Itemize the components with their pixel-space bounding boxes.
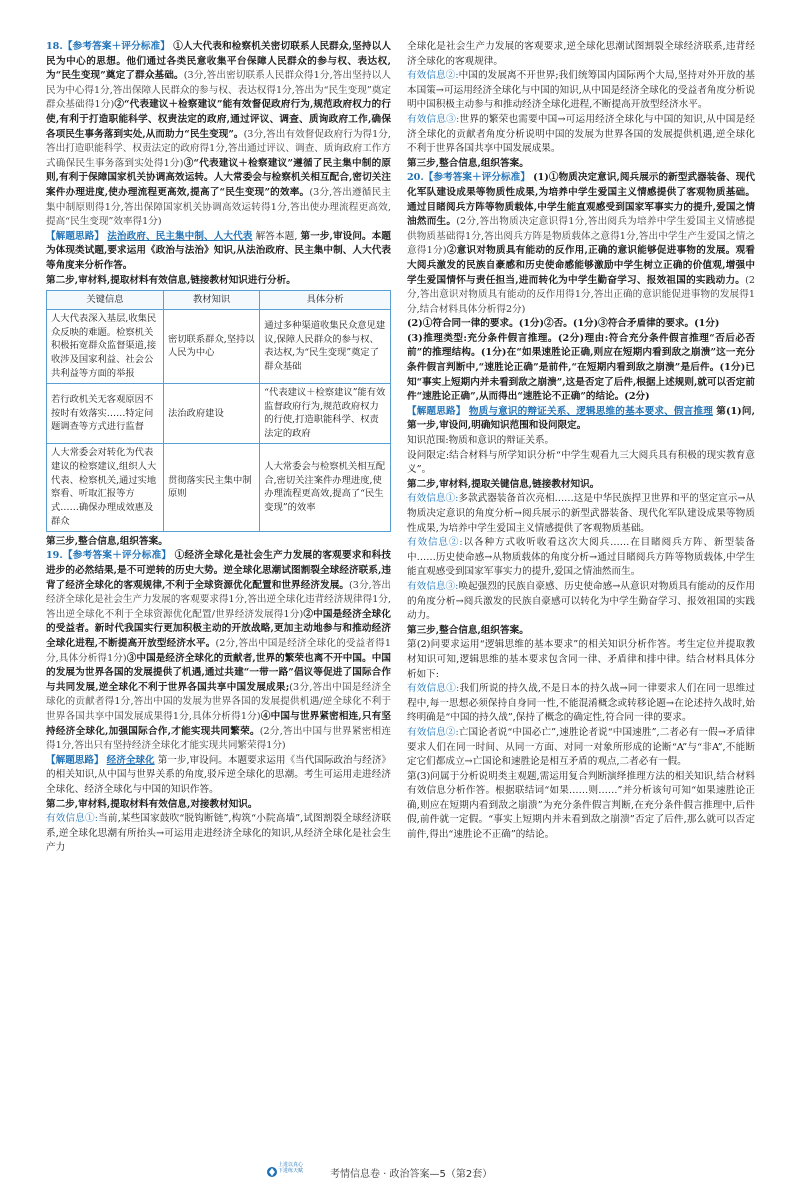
table-cell: 密切联系群众,坚持以人民为中心: [163, 309, 259, 383]
q19-hint: [46, 754, 391, 798]
table-row: [47, 309, 391, 383]
table-row: [47, 444, 391, 532]
q18-answer-tag: 【参考答案＋评分标准】: [62, 41, 171, 52]
q19-answer-4: ④中国与世界紧密相连,只有坚持经济全球化,加强国际合作,才能实现共同繁荣。: [46, 710, 392, 737]
table-row: [47, 383, 391, 443]
q20-hint-rest: 第(1)问,第一步,审设问,明确知识范围和设问限定。: [407, 405, 755, 432]
q20-part2-info-2: [407, 726, 755, 770]
q18-analysis-table: [46, 290, 391, 532]
q20-part2-info-1-label: 有效信息①:: [407, 683, 460, 695]
q19-score-1: (3分,答出经济全球化是社会生产力发展的客观要求得1分,答出逆全球化违背经济规律得1分,答出逆全球化不利于全球资源优化配置/世界经济发展得1分): [46, 579, 391, 620]
q19-answer-3: ③中国是经济全球化的贡献者,世界的繁荣也离不开中国。中国的发展为世界各国的发展提供了机遇,通过共建“一带一路”倡议等促进了国际合作与共同发展,逆全球化不利于世界各国共享中国发展成果;: [46, 652, 391, 693]
q18-hint: [46, 230, 391, 274]
q19-info-2-text: 中国的发展离不开世界;我们统筹国内国际两个大局,坚持对外开放的基本国策→可运用经济全球化与中国的知识,从中国是经济全球化的受益者角度分析说明中国积极主动参与和推动经济全球化进程,不断提高开放型经济水平。: [407, 70, 756, 111]
q18-answer-2: ②“代表建议＋检察建议”能有效督促政府行为,规范政府权力的行使,有利于打造职能科学、权责法定的政府,通过评议、调查、质询政府工作,确保各项民生事务落到实处,从而助力“民生变现”。: [46, 99, 391, 140]
q19-info-3-label: 有效信息③:: [407, 113, 460, 125]
table-cell: “代表建议＋检察建议”能有效监督政府行为,规范政府权力的行使,打造职能科学、权责法定的政府: [260, 383, 391, 443]
q19-answer-tag: 【参考答案＋评分标准】: [62, 550, 172, 562]
q20-score-2: (2分,答出意识对物质具有能动的反作用得1分,答出正确的意识能促进事物的发展得1分,结合材料具体分析得2分): [407, 274, 755, 315]
table-cell: 贯彻落实民主集中制原则: [163, 444, 259, 532]
q20-part2-info-1-text: 我们所说的持久战,不是日本的持久战→同一律要求人们在同一思维过程中,每一思想必须保持自身同一性,不能混淆概念或转移论题→在论述持久战时,始终明确是“中国的持久战”,保持了概念的确定性,符合同一律的要求。: [407, 683, 756, 724]
q20-part2-info-2-text: 亡国论者说“中国必亡”,速胜论者说“中国速胜”,二者必有一假→矛盾律要求人们在同一时间、从同一方面、对同一对象所形成的论断“A”与“非A”,不能断定它们都成立→亡国论和速胜论是相互矛盾的观点,二者必有一假。: [407, 726, 755, 768]
page-footer: [0, 1160, 800, 1184]
q20-score-1: (2分,答出物质决定意识得1分,答出阅兵为培养中学生爱国主义情感提供物质基础得1分,答出阅兵方阵是物质载体之意得1分,答出中学生产生爱国之情之意得1分): [407, 216, 756, 257]
q18-hint-tag: 【解题思路】: [46, 230, 105, 242]
q19-info-2: [407, 69, 755, 113]
q19-number: 19.: [46, 550, 63, 562]
q20-info-3-label: 有效信息③:: [407, 580, 459, 592]
q18-block: [46, 40, 391, 230]
table-header-cell: 关键信息: [47, 291, 164, 310]
q18-number: 18.: [46, 41, 63, 52]
logo-line-1: 上进以真心: [278, 1162, 304, 1168]
q18-step-1: 第一步,审设问。本题为体现类试题,要求运用《政治与法治》知识,从法治政府、民主集中制、人大代表等角度来分析作答。: [46, 230, 391, 271]
table-header-cell: 具体分析: [260, 291, 391, 310]
logo-line-2: 下进练天赋: [278, 1168, 304, 1174]
q20-answer-3: (2)①符合同一律的要求。(1分)②否。(1分)③符合矛盾律的要求。(1分): [407, 318, 720, 330]
q20-info-3: [407, 580, 755, 624]
q18-step-3: 第三步,整合信息,组织答案。: [46, 535, 168, 547]
q19-score-4: (2分,答出中国与世界紧密相连得1分,答出只有坚持经济全球化才能实现共同繁荣得1分): [46, 725, 391, 752]
q20-part2-info-1: [407, 682, 755, 726]
q20-hint-tag: 【解题思路】: [407, 405, 466, 417]
q20-block: [407, 171, 755, 317]
table-cell: 人大常委会对转化为代表建议的检察建议,组织人大代表、检察机关,通过实地察看、听取汇报等方式……确保办理成效惠及群众: [47, 444, 164, 532]
q19-answer-2: ②中国是经济全球化的受益者。新时代我国实行更加积极主动的开放战略,更加主动地参与和推动经济全球化进程,不断提高开放型经济水平。: [46, 608, 391, 649]
table-cell: 人大代表深入基层,收集民众反映的难题。检察机关积极拓宽群众监督渠道,接收涉及国家利益、社会公共利益等方面的举报: [47, 309, 164, 383]
q20-limit: 设问限定:结合材料与所学知识分析“中学生观看九三大阅兵具有积极的现实教育意义”。: [407, 449, 755, 476]
q19-score-3: (3分,答出中国是经济全球化的贡献者得1分,答出中国的发展为世界各国的发展提供机遇/逆全球化不利于世界各国共享中国发展成果得1分,具体分析得1分): [46, 681, 391, 722]
q20-info-2: [407, 536, 755, 580]
q20-step-2: 第二步,审材料,提取关键信息,链接教材知识。: [407, 478, 600, 490]
table-header-row: [47, 291, 391, 310]
q19-info-3-text: 世界的繁荣也需要中国→可运用经济全球化与中国的知识,从中国是经济全球化的贡献者角度分析说明中国的发展为世界各国的发展提供机遇,逆全球化不利于世界各国共享中国发展成果。: [407, 113, 756, 155]
q19-hint-tag: 【解题思路】: [46, 754, 104, 766]
q18-answer-3: ③“代表建议＋检察建议”遵循了民主集中制的原则,有利于保障国家机关协调高效运转。人大常委会与检察机关相互配合,密切关注案件办理进度,使办理流程更高效,提高了“民生变现”的效率。: [46, 157, 391, 198]
q19-info-3: [407, 113, 755, 157]
q20-hint-keywords: 物质与意识的辩证关系、逻辑思维的基本要求、假言推理: [468, 405, 713, 417]
q20-answer-2: ②意识对物质具有能动的反作用,正确的意识能够促进事物的发展。观看大阅兵激发的民族自豪感和历史使命感能够激励中学生树立正确的价值观,增强中学生爱国情怀与责任担当,进而转化为中学生勤奋学习、报效祖国的实践动力。: [407, 245, 755, 286]
q20-info-1-label: 有效信息①:: [407, 493, 459, 505]
q18-answer-1: ①人大代表和检察机关密切联系人民群众,坚持以人民为中心的思想。他们通过各类民意收集平台保障人民群众的参与权、表达权,为“民生变现”奠定了群众基础。: [46, 41, 391, 82]
q20-scope: 知识范围:物质和意识的辩证关系。: [407, 435, 555, 447]
q19-step-2: 第二步,审材料,提取材料有效信息,对接教材知识。: [46, 798, 258, 810]
table-cell: 法治政府建设: [163, 383, 259, 443]
q20-part3: 第(3)问属于分析说明类主观题,需运用复合判断演绎推理方法的相关知识,结合材料有效信息分析作答。根据联结词“如果……则……”并分析该句可知“如果速胜论正确,则应在短期内看到敌之崩溃”为充分条件假言判断,在充分条件假言推理中,后件假,前件就一定假。“事实上短期内并未看到敌之崩溃”否定了后件,那么就可以否定前件,得出“速胜论不正确”的结论。: [407, 770, 755, 841]
q20-step-3: 第三步,整合信息,组织答案。: [407, 624, 529, 636]
q19-answer-1: ①经济全球化是社会生产力发展的客观要求和科技进步的必然结果,是不可逆转的历史大势。逆全球化思潮试图割裂全球经济联系,违背了经济全球化的客观规律,不利于全球资源优化配置和世界经济发展。: [46, 550, 392, 591]
q18-score-1: (3分,答出密切联系人民群众得1分,答出坚持以人民为中心得1分,答出保障人民群众的参与权、表达权得1分,答出为“民生变现”奠定群众基础得1分): [46, 70, 391, 111]
table-cell: 若行政机关无客观原因不按时有效落实……特定问题调查等方式进行监督: [47, 383, 164, 443]
q20-answer-1: (1)①物质决定意识,阅兵展示的新型武器装备、现代化军队建设成果等物质性成果,为培养中学生爱国主义情感提供了客观物质基础。通过目睹阅兵方阵等物质载体,中学生能直观感受到国家军事实力的提升,爱国之情油然而生。: [407, 172, 756, 228]
q18-hint-keywords: 法治政府、民主集中制、人大代表: [107, 230, 253, 242]
q20-answer-4: (3)推理类型:充分条件假言推理。(2分)理由:符合充分条件假言推理“否后必否前”的推理结构。(1分)在“如果速胜论正确,则应在短期内看到敌之崩溃”这一充分条件假言判断中,“速胜论正确”是前件,“在短期内看到敌之崩溃”是后件。(1分)已知“事实上短期内并未看到敌之崩溃”,这是否定了后件,根据上述规则,就可以否定前件“速胜论正确”,从而得出“速胜论不正确”的结论。(2分): [407, 332, 755, 403]
left-column: [46, 40, 391, 856]
q19-info-1-label: 有效信息①:: [46, 813, 99, 825]
table-cell: 通过多种渠道收集民众意见建议,保障人民群众的参与权、表达权,为“民生变现”奠定了群众基础: [260, 309, 391, 383]
q19-score-2: (2分,答出中国是经济全球化的受益者得1分,具体分析得1分): [46, 638, 391, 664]
q20-info-1-text: 多款武器装备首次亮相……这是中华民族捍卫世界和平的坚定宣示→从物质决定意识的角度分析→阅兵展示的新型武器装备、现代化军队建设成果等物质性成果,为培养中学生爱国主义情感提供了客观物质基础。: [407, 493, 755, 534]
q18-score-3: (3分,答出遵循民主集中制原则得1分,答出保障国家机关协调高效运转得1分,答出使办理流程更高效,提高“民生变现”效率得1分): [46, 186, 391, 228]
q20-info-3-text: 唤起强烈的民族自豪感、历史使命感→从意识对物质具有能动的反作用的角度分析→阅兵激发的民族自豪感可以转化为中学生勤奋学习、报效祖国的实践动力。: [407, 580, 756, 622]
q19-info-1-cont: 全球化是社会生产力发展的客观要求,逆全球化思潮试图割裂全球经济联系,违背经济全球化的客观规律。: [407, 41, 755, 67]
q20-part2-intro: 第(2)问要求运用“逻辑思维的基本要求”的相关知识分析作答。考生定位并提取教材知识可知,逻辑思维的基本要求包含同一律、矛盾律和排中律。结合材料具体分析如下:: [407, 639, 755, 680]
q20-answer-tag: 【参考答案＋评分标准】: [423, 172, 530, 184]
q19-info-2-label: 有效信息②:: [407, 70, 459, 82]
q20-hint: [407, 405, 755, 434]
q19-block: [46, 549, 391, 753]
right-column: [407, 40, 755, 843]
q19-step-1: 第一步,审设问。本题要求运用《当代国际政治与经济》的相关知识,从中国与世界关系的角度,驳斥逆全球化的思潮。考生可运用走进经济全球化、经济全球化与中国的知识作答。: [46, 754, 392, 795]
footer-page-label: 考情信息卷 · 政治答案—5（第2套）: [330, 1169, 493, 1180]
q20-info-1: [407, 492, 755, 536]
q20-part2-info-2-label: 有效信息②:: [407, 726, 459, 738]
q19-step-3: 第三步,整合信息,组织答案。: [407, 157, 529, 169]
q20-info-2-text: 以各种方式收听收看这次大阅兵……在目睹阅兵方阵、新型装备中……历史使命感→从物质载体的角度分析→通过目睹阅兵方阵等物质载体,中学生能直观感受到国家军事实力的提升,爱国之情油然而生。: [407, 537, 756, 578]
q19-info-1-text: 当前,某些国家鼓吹“脱钩断链”,构筑“小院高墙”,试图割裂全球经济联系,逆全球化思潮有所抬头→可运用走进经济全球化的知识,从经济全球化是社会生产力: [46, 813, 391, 854]
q18-score-2: (3分,答出有效督促政府行为得1分,答出打造职能科学、权责法定的政府得1分,答出通过评议、调查、质询政府工作方式确保民生事务落到实处得1分): [46, 128, 391, 169]
q19-info-1: [46, 812, 391, 856]
q19-hint-keywords: 经济全球化: [106, 754, 155, 766]
q18-hint-rest: 解答本题,: [255, 230, 298, 242]
table-cell: 人大常委会与检察机关相互配合,密切关注案件办理进度,使办理流程更高效,提高了“民生变现”的效率: [260, 444, 391, 532]
q18-step-2: 第二步,审材料,提取材料有效信息,链接教材知识进行分析。: [46, 274, 296, 286]
q20-info-2-label: 有效信息②:: [407, 537, 463, 549]
table-header-cell: 教材知识: [163, 291, 259, 310]
q20-number: 20.: [407, 172, 424, 184]
publisher-logo-text: [278, 1162, 318, 1174]
